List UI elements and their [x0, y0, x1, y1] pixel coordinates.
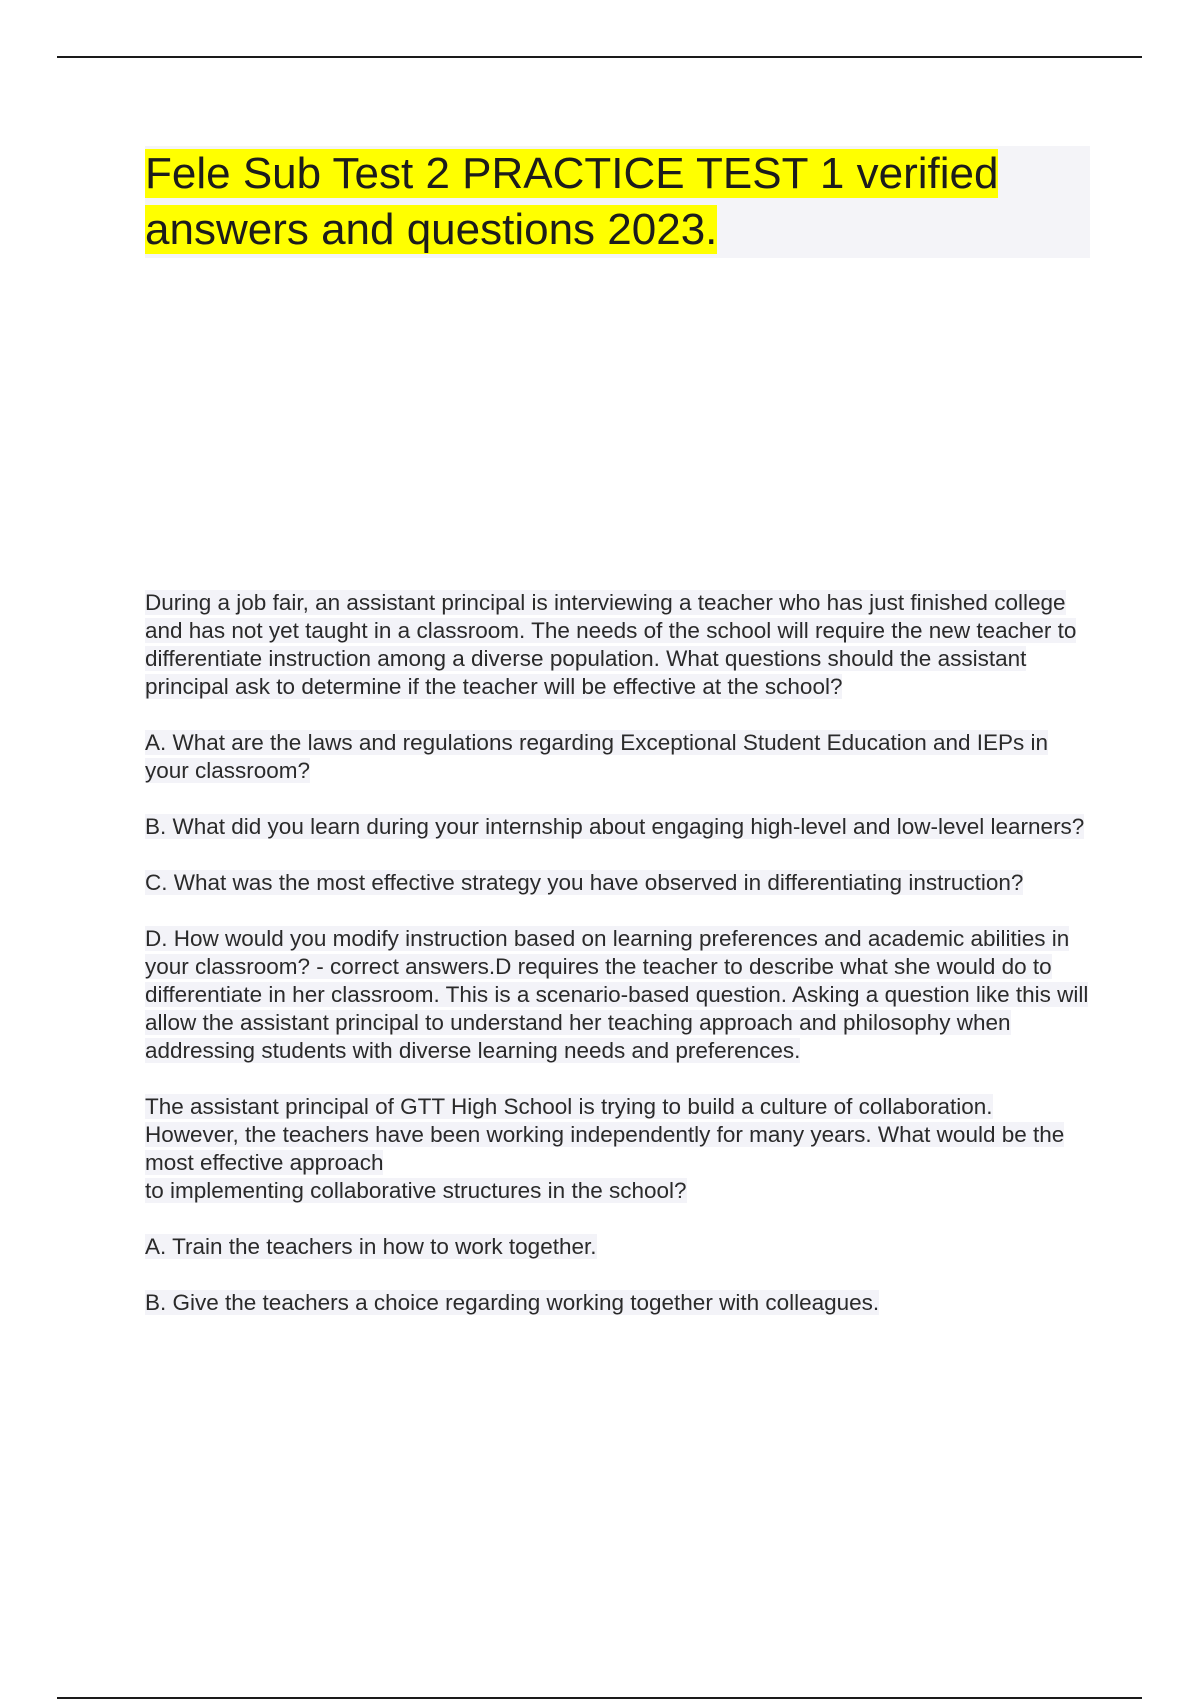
question-1-option-b: B. What did you learn during your internship about engaging high-level and low-level learners? — [145, 814, 1085, 839]
question-1-option-c: C. What was the most effective strategy you have observed in differentiating instruction? — [145, 870, 1024, 895]
question-2-prompt-line-1: The assistant principal of GTT High School is trying to build a culture of collaboration. However, the teachers have been working independently for many years. What would be the most effective approach — [145, 1094, 1065, 1175]
question-2-option-a: A. Train the teachers in how to work together. — [145, 1234, 597, 1259]
question-1-option-d-answer: D. How would you modify instruction based on learning preferences and academic abilities in your classroom? - correct answers.D requires the teacher to describe what she would do to differentiate in her classroom. This is a scenario-based question. Asking a question like this will allow the assistant principal to understand her teaching approach and philosophy when addressing students with diverse learning needs and preferences. — [145, 926, 1089, 1063]
question-2-prompt-line-2: to implementing collaborative structures in the school? — [145, 1178, 687, 1203]
question-2-prompt — [145, 1093, 1090, 1205]
title-block — [145, 146, 1090, 258]
question-2-option-b: B. Give the teachers a choice regarding working together with colleagues. — [145, 1290, 880, 1315]
document-body — [145, 589, 1090, 1345]
question-1-prompt: During a job fair, an assistant principal is interviewing a teacher who has just finished college and has not yet taught in a classroom. The needs of the school will require the new teacher to differentiate instruction among a diverse population. What questions should the assistant principal ask to determine if the teacher will be effective at the school? — [145, 590, 1077, 699]
header-rule — [57, 56, 1142, 58]
footer-rule — [57, 1697, 1142, 1699]
document-title: Fele Sub Test 2 PRACTICE TEST 1 verified answers and questions 2023. — [145, 149, 999, 254]
question-1-option-a: A. What are the laws and regulations regarding Exceptional Student Education and IEPs in your classroom? — [145, 730, 1049, 783]
